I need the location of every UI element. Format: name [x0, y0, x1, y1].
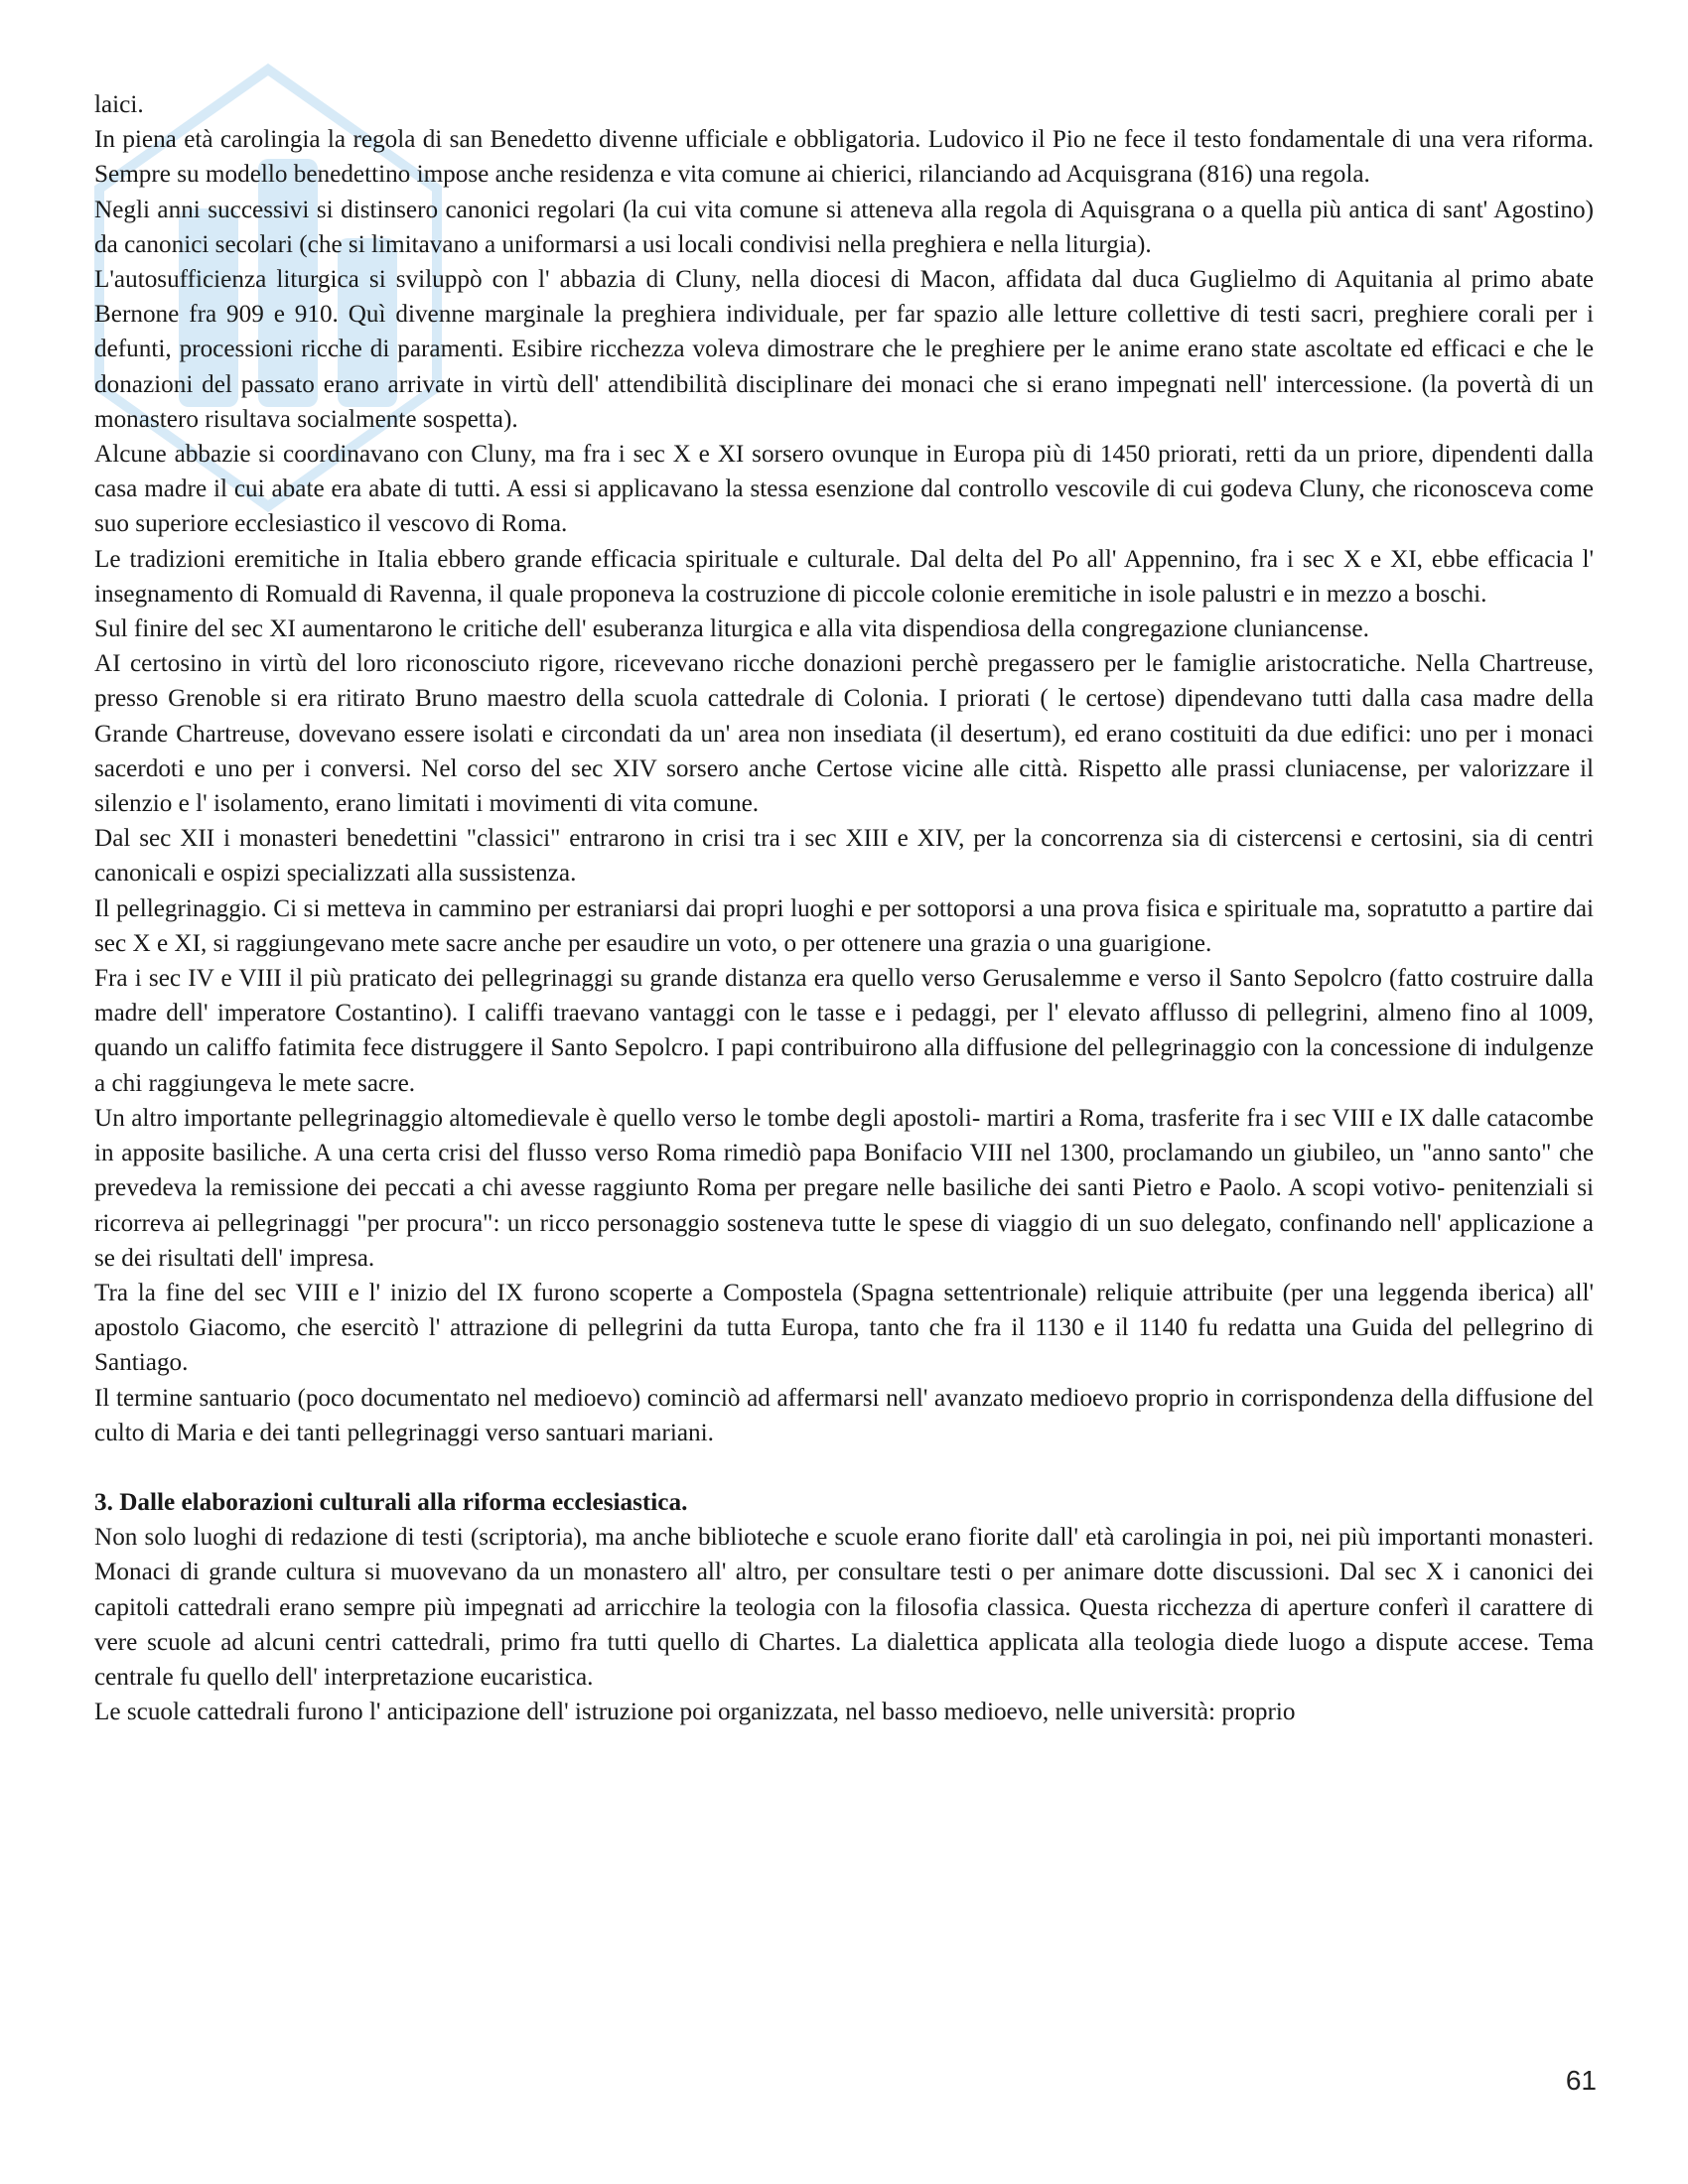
body-text-after [94, 1520, 1594, 1729]
paragraph: Dal sec XII i monasteri benedettini "classici" entrarono in crisi tra i sec XIII e XIV, per la concorrenza sia di cistercensi e certosini, sia di centri canonicali e ospizi specializzati alla sussistenza. [94, 825, 1594, 887]
paragraph: Le tradizioni eremitiche in Italia ebbero grande efficacia spirituale e culturale. Dal delta del Po all' Appennino, fra i sec X e XI, ebbe efficacia l' insegnamento di Romuald di Ravenna, il quale proponeva la costruzione di piccole colonie eremitiche in isole palustri e in mezzo a boschi. [94, 545, 1594, 608]
page-number: 61 [1565, 2065, 1597, 2096]
paragraph: In piena età carolingia la regola di san Benedetto divenne ufficiale e obbligatoria. Ludovico il Pio ne fece il testo fondamentale di una vera riforma. Sempre su modello benedettino impose anche residenza e vita comune ai chierici, rilanciando ad Acquisgrana (816) una regola. [94, 126, 1594, 189]
paragraph: Il termine santuario (poco documentato nel medioevo) cominciò ad affermarsi nell' avanzato medioevo proprio in corrispondenza della diffusione del culto di Maria e dei tanti pellegrinaggi verso santuari mariani. [94, 1384, 1594, 1446]
document-page [94, 87, 1594, 1729]
paragraph: Fra i sec IV e VIII il più praticato dei pellegrinaggi su grande distanza era quello verso Gerusalemme e verso il Santo Sepolcro (fatto costruire dalla madre dell' imperatore Costantino). I califfi traevano vantaggi con le tasse e i pedaggi, per l' elevato afflusso di pellegrini, almeno fino al 1009, quando un califfo fatimita fece distruggere il Santo Sepolcro. I papi contribuirono alla diffusione del pellegrinaggio con la concessione di indulgenze a chi raggiungeva le mete sacre. [94, 965, 1594, 1097]
paragraph: Un altro importante pellegrinaggio altomedievale è quello verso le tombe degli apostoli- martiri a Roma, trasferite fra i sec VIII e IX dalle catacombe in apposite basiliche. A una certa crisi del flusso verso Roma rimediò papa Bonifacio VIII nel 1300, proclamando un giubileo, un "anno santo" che prevedeva la remissione dei peccati a chi avesse raggiunto Roma per pregare nelle basiliche dei santi Pietro e Paolo. A scopi votivo- penitenziali si ricorreva ai pellegrinaggi "per procura": un ricco personaggio sosteneva tutte le spese di viaggio di un suo delegato, confinando nell' applicazione a se dei risultati dell' impresa. [94, 1104, 1594, 1272]
paragraph: Negli anni successivi si distinsero canonici regolari (la cui vita comune si atteneva alla regola di Aquisgrana o a quella più antica di sant' Agostino) da canonici secolari (che si limitavano a uniformarsi a usi locali condivisi nella preghiera e nella liturgia). [94, 196, 1594, 258]
paragraph: laici. [94, 91, 144, 118]
paragraph: Non solo luoghi di redazione di testi (scriptoria), ma anche biblioteche e scuole erano fiorite dall' età carolingia in poi, nei più importanti monasteri. Monaci di grande cultura si muovevano da un monastero all' altro, per consultare testi o per animare dotte discussioni. Dal sec X i canonici dei capitoli cattedrali erano sempre più impegnati ad arricchire la teologia con la filosofia classica. Questa ricchezza di aperture conferì il carattere di vere scuole ad alcuni centri cattedrali, primo fra tutti quello di Chartes. La dialettica applicata alla teologia diede luogo a dispute accese. Tema centrale fu quello dell' interpretazione eucaristica. [94, 1524, 1594, 1691]
paragraph: Tra la fine del sec VIII e l' inizio del IX furono scoperte a Compostela (Spagna settentrionale) reliquie attribuite (per una leggenda iberica) all' apostolo Giacomo, che esercitò l' attrazione di pellegrini da tutta Europa, tanto che fra il 1130 e il 1140 fu redatta una Guida del pellegrino di Santiago. [94, 1279, 1594, 1377]
paragraph: Il pellegrinaggio. Ci si metteva in cammino per estraniarsi dai propri luoghi e per sottoporsi a una prova fisica e spirituale ma, sopratutto a partire dai sec X e XI, si raggiungevano mete sacre anche per esaudire un voto, o per ottenere una grazia o una guarigione. [94, 894, 1594, 957]
paragraph: Alcune abbazie si coordinavano con Cluny, ma fra i sec X e XI sorsero ovunque in Europa più di 1450 priorati, retti da un priore, dipendenti dalla casa madre il cui abate era abate di tutti. A essi si applicavano la stessa esenzione dal controllo vescovile di cui godeva Cluny, che riconosceva come suo superiore ecclesiastico il vescovo di Roma. [94, 441, 1594, 538]
paragraph: L'autosufficienza liturgica si sviluppò con l' abbazia di Cluny, nella diocesi di Macon, affidata dal duca Guglielmo di Aquitania al primo abate Bernone fra 909 e 910. Quì divenne marginale la preghiera individuale, per far spazio alle letture collettive di testi sacri, preghiere corali per i defunti, processioni ricche di paramenti. Esibire ricchezza voleva dimostrare che le preghiere per le anime erano state ascoltate ed efficaci e che le donazioni del passato erano arrivate in virtù dell' attendibilità disciplinare dei monaci che si erano impegnati nell' intercessione. (la povertà di un monastero risultava socialmente sospetta). [94, 266, 1594, 433]
section-heading: 3. Dalle elaborazioni culturali alla riforma ecclesiastica. [94, 1488, 688, 1516]
paragraph: Sul finire del sec XI aumentarono le critiche dell' esuberanza liturgica e alla vita dispendiosa della congregazione cluniancense. [94, 615, 1369, 643]
body-text-before [94, 87, 1594, 1450]
paragraph: Le scuole cattedrali furono l' anticipazione dell' istruzione poi organizzata, nel basso medioevo, nelle università: proprio [94, 1699, 1296, 1726]
paragraph: AI certosino in virtù del loro riconosciuto rigore, ricevevano ricche donazioni perchè pregassero per le famiglie aristocratiche. Nella Chartreuse, presso Grenoble si era ritirato Bruno maestro della scuola cattedrale di Colonia. I priorati ( le certose) dipendevano tutti dalla casa madre della Grande Chartreuse, dovevano essere isolati e circondati da un' area non insediata (il desertum), ed erano costituiti da due edifici: uno per i monaci sacerdoti e uno per i conversi. Nel corso del sec XIV sorsero anche Certose vicine alle città. Rispetto alle prassi cluniacense, per valorizzare il silenzio e l' isolamento, erano limitati i movimenti di vita comune. [94, 650, 1594, 818]
